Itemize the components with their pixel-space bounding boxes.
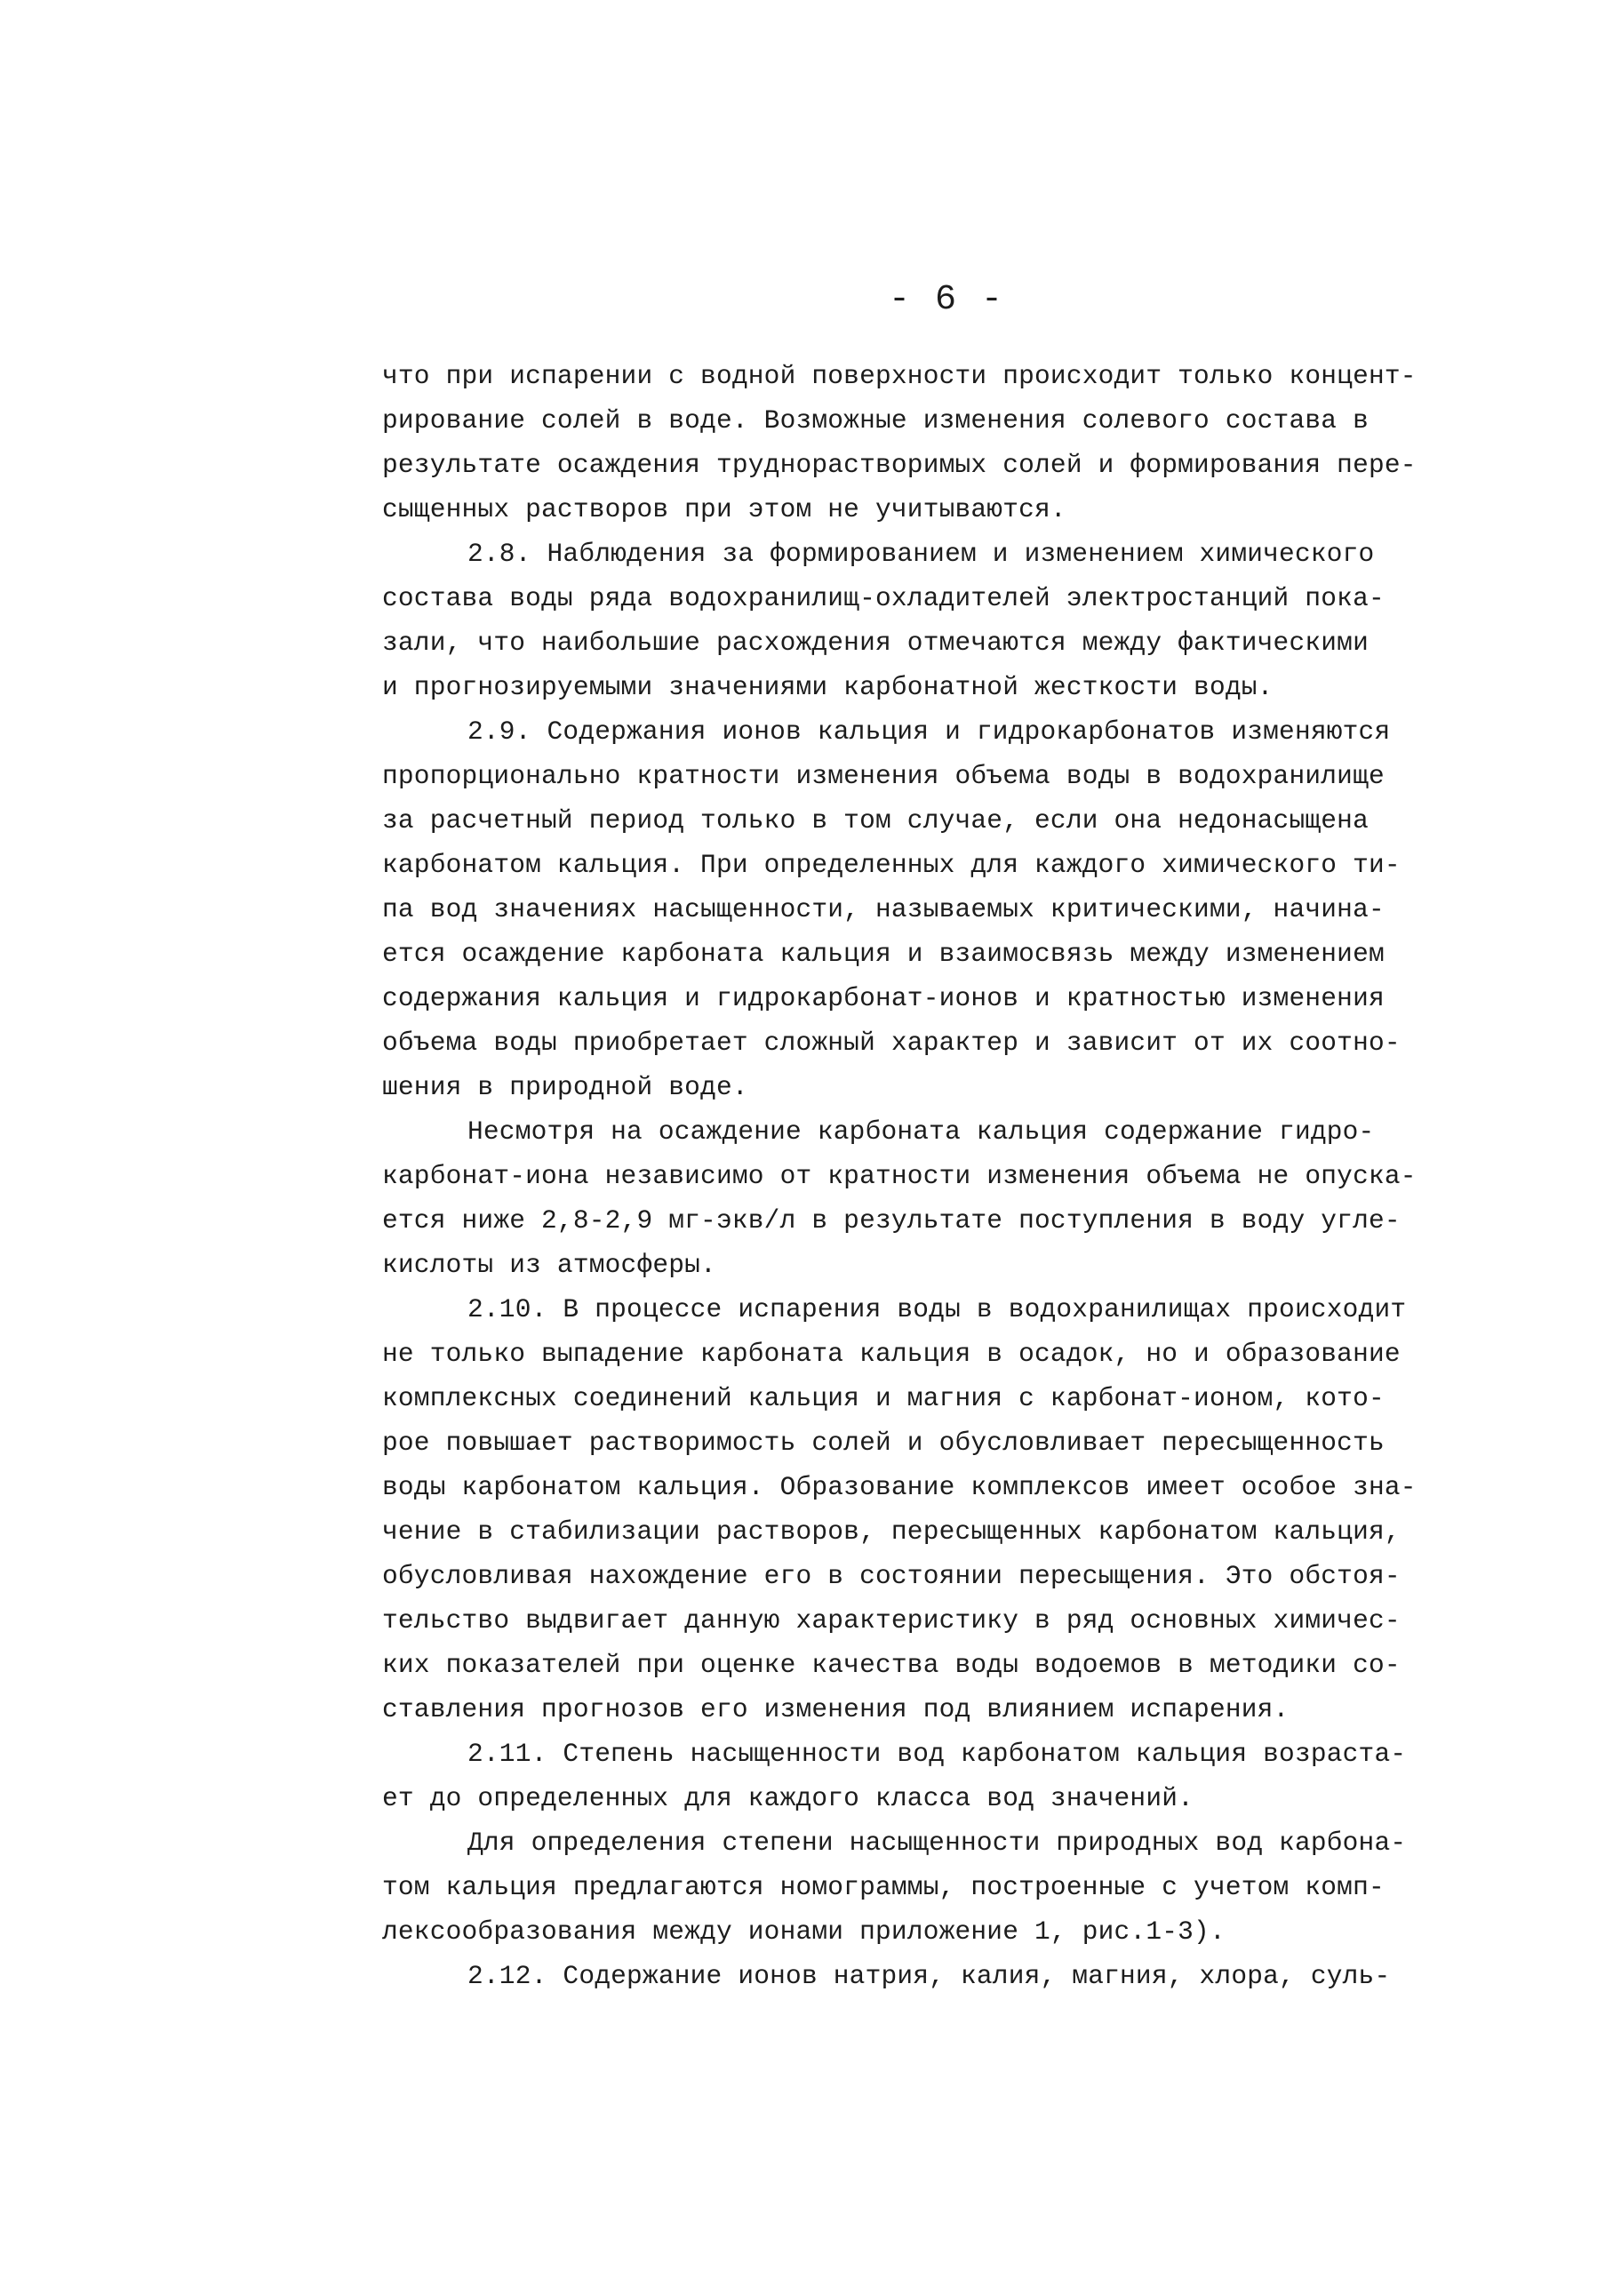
text-line: 2.12. Содержание ионов натрия, калия, магния, хлора, суль-: [467, 1961, 1391, 1991]
text-line: лексообразования между ионами приложение 1, рис.1-3).: [382, 1916, 1226, 1947]
text-line: воды карбонатом кальция. Образование комплексов имеет особое зна-: [382, 1472, 1417, 1502]
text-line: ется осаждение карбоната кальция и взаимосвязь между изменением: [382, 939, 1385, 969]
text-line: не только выпадение карбоната кальция в осадок, но и образование: [382, 1339, 1401, 1369]
text-line: что при испарении с водной поверхности происходит только концент-: [382, 361, 1417, 391]
text-line: состава воды ряда водохранилищ-охладителей электростанций пока-: [382, 583, 1385, 613]
text-line: рое повышает растворимость солей и обусловливает пересыщенность: [382, 1428, 1385, 1458]
text-line: ется ниже 2,8-2,9 мг-экв/л в результате поступления в воду угле-: [382, 1205, 1401, 1236]
text-line: комплексных соединений кальция и магния с карбонат-ионом, кото-: [382, 1383, 1385, 1413]
text-line: Несмотря на осаждение карбоната кальция содержание гидро-: [467, 1116, 1375, 1147]
text-line: объема воды приобретает сложный характер и зависит от их соотно-: [382, 1028, 1401, 1058]
text-line: кислоты из атмосферы.: [382, 1250, 716, 1280]
text-line: рирование солей в воде. Возможные изменения солевого состава в: [382, 405, 1369, 436]
text-line: карбонат-иона независимо от кратности изменения объема не опуска-: [382, 1161, 1417, 1191]
text-line: 2.9. Содержания ионов кальция и гидрокарбонатов изменяются: [467, 716, 1391, 747]
text-line: содержания кальция и гидрокарбонат-ионов и кратностью изменения: [382, 983, 1385, 1013]
text-line: сыщенных растворов при этом не учитываются.: [382, 494, 1066, 524]
text-line: обусловливая нахождение его в состоянии пересыщения. Это обстоя-: [382, 1561, 1401, 1591]
text-line: 2.8. Наблюдения за формированием и изменением химического: [467, 539, 1375, 569]
text-line: за расчетный период только в том случае, если она недонасыщена: [382, 805, 1369, 836]
text-line: Для определения степени насыщенности природных вод карбона-: [467, 1828, 1407, 1858]
text-line: зали, что наибольшие расхождения отмечаются между фактическими: [382, 628, 1369, 658]
text-line: пропорционально кратности изменения объема воды в водохранилище: [382, 761, 1385, 791]
text-line: па вод значениях насыщенности, называемых критическими, начина-: [382, 894, 1385, 924]
text-line: том кальция предлагаются номограммы, построенные с учетом комп-: [382, 1872, 1385, 1902]
text-line: тельство выдвигает данную характеристику в ряд основных химичес-: [382, 1605, 1401, 1636]
text-line: ет до определенных для каждого класса вод значений.: [382, 1783, 1194, 1813]
text-line: результате осаждения труднорастворимых солей и формирования пере-: [382, 450, 1417, 480]
text-line: шения в природной воде.: [382, 1072, 748, 1102]
text-line: 2.11. Степень насыщенности вод карбонатом кальция возраста-: [467, 1739, 1407, 1769]
text-line: и прогнозируемыми значениями карбонатной жесткости воды.: [382, 672, 1274, 702]
body-text: [382, 354, 1555, 1998]
page-number: - 6 -: [889, 280, 1005, 320]
text-line: ких показателей при оценке качества воды водоемов в методики со-: [382, 1650, 1401, 1680]
text-line: 2.10. В процессе испарения воды в водохранилищах происходит: [467, 1294, 1407, 1324]
text-line: ставления прогнозов его изменения под влиянием испарения.: [382, 1694, 1290, 1724]
text-line: карбонатом кальция. При определенных для каждого химического ти-: [382, 850, 1401, 880]
text-line: чение в стабилизации растворов, пересыщенных карбонатом кальция,: [382, 1516, 1401, 1547]
